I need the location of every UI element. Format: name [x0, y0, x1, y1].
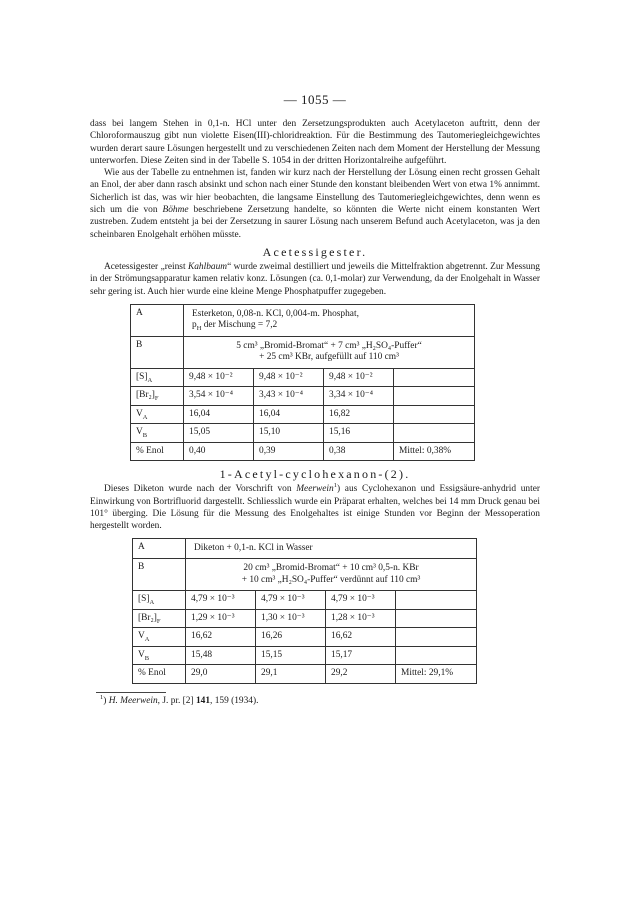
footnote-divider: [96, 692, 166, 693]
row-b-line1: 20 cm³ „Bromid-Bromat“ + 10 cm³ 0,5-n. KBr: [243, 563, 419, 574]
paragraph-3: [90, 261, 540, 298]
row-label: [131, 405, 184, 424]
table-cell: [394, 368, 475, 387]
row-label-text: V: [136, 427, 143, 438]
ph-rest: der Mischung = 7,2: [201, 320, 278, 331]
row-label: A: [133, 538, 186, 559]
table-acetessigester: [130, 304, 475, 462]
row-label: B: [133, 559, 186, 591]
ph-p: p: [192, 320, 197, 331]
footnote-volume: 141: [195, 695, 211, 706]
section-heading-acetyl-cyclohexanon: 1-Acetyl-cyclohexanon-(2).: [219, 467, 411, 482]
table-row: [133, 609, 477, 628]
paragraph-3-italic: Kahlbaum: [187, 261, 228, 272]
table-row: [133, 628, 477, 647]
table-row-a: [133, 538, 477, 559]
table-cell: 16,04: [254, 405, 324, 424]
row-label-subscript: A: [149, 598, 155, 606]
row-label: [133, 665, 186, 684]
row-label-subscript: F: [154, 395, 159, 403]
document-page: [90, 92, 540, 706]
row-label: [133, 628, 186, 647]
row-label: [131, 424, 184, 443]
footnote-pages: , 159 (1934).: [210, 695, 259, 706]
table-row: [133, 665, 477, 684]
row-label-text: V: [138, 631, 145, 642]
table-cell: 4,79 × 10⁻³: [256, 591, 326, 610]
row-a-content: [184, 304, 475, 336]
row-label-text: V: [136, 408, 143, 419]
section-heading-acetessigester: Acetessigester.: [262, 244, 368, 259]
footnote-author: H. Meerwein: [108, 695, 158, 706]
row-b-line2: + 10 cm³ „H₂SO₄-Puffer“ verdünnt auf 110 cm³: [241, 574, 421, 585]
table-cell: 29,1: [256, 665, 326, 684]
table-cell: 9,48 × 10⁻²: [184, 368, 254, 387]
paragraph-3-text-a: Acetessigester „reinst: [104, 261, 188, 272]
table-cell: [394, 424, 475, 443]
table-cell: [396, 646, 477, 665]
paragraph-3-text-b: “ wurde zweimal destilliert und jeweils die Mittelfraktion abgetrennt. Zur Messung in der Strömungsapparatur kamen relativ konz. Lösungen (ca. 0,1-molar) zur Verwendung, da der Enolgehalt in Wasser sehr gering ist. Auch hier wurde eine kleine Menge Phosphatpuffer zugegeben.: [90, 261, 540, 297]
table-cell: 9,48 × 10⁻²: [324, 368, 394, 387]
paragraph-1: dass bei langem Stehen in 0,1-n. HCl unter den Zersetzungsprodukten auch Acetylaceton auftritt, denn der Chloroformauszug gibt nun violette Eisen(III)-chloridreaktion. Für die Bestimmung des Tautomeriegleichgewichtes wurden derart saure Lösungen hergestellt und zu verschiedenen Zeiten nach dem Moment der Herstellung der Messung unterworfen. Diese Zeiten sind in der Tabelle S. 1054 in der dritten Horizontalreihe aufgeführt.: [90, 119, 540, 166]
row-a-content: [186, 538, 477, 559]
table-cell: [396, 628, 477, 647]
table-cell: 15,15: [256, 646, 326, 665]
row-label: [131, 387, 184, 406]
paragraph-2-text-b: beschriebene Zersetzung handelte, so könnten die Werte nicht einem konstanten Wert zustreben. Zudem entsteht ja bei der Zersetzung in saurer Lösung nach unserem Befund auch Acetylaceton, was ja den scheinbaren Enolgehalt erhöhen müsste.: [90, 205, 540, 240]
table-cell: 16,04: [184, 405, 254, 424]
table-row: [131, 442, 475, 461]
table-cell: 0,40: [184, 442, 254, 461]
page-number: — 1055 —: [283, 92, 347, 107]
table-row: [131, 387, 475, 406]
table-cell: 15,48: [186, 646, 256, 665]
table-cell: 4,79 × 10⁻³: [186, 591, 256, 610]
table-cell: 16,82: [324, 405, 394, 424]
table-cell: 15,17: [326, 646, 396, 665]
row-a-line1: Diketon + 0,1-n. KCl in Wasser: [194, 542, 313, 553]
footnote-ref: 1: [333, 482, 337, 490]
table-row: [131, 424, 475, 443]
row-a-line1: Esterketon, 0,08-n. KCl, 0,004-m. Phosphat,: [192, 308, 359, 319]
paragraph-4: [90, 483, 540, 532]
table-cell: 3,43 × 10⁻⁴: [254, 387, 324, 406]
table-row-b: [133, 559, 477, 591]
table-cell: 3,34 × 10⁻⁴: [324, 387, 394, 406]
row-label-text: [Br₂]: [138, 612, 157, 623]
table-row: [131, 368, 475, 387]
table-acetyl-cyclohexanon: [132, 538, 477, 684]
table-row-a: [131, 304, 475, 336]
table-cell: [396, 609, 477, 628]
table-cell: 15,05: [184, 424, 254, 443]
table-cell: 16,62: [326, 628, 396, 647]
table-cell: 29,2: [326, 665, 396, 684]
row-label: B: [131, 336, 184, 368]
row-label-subscript: F: [156, 617, 161, 625]
table-cell: 0,39: [254, 442, 324, 461]
row-b-line2: + 25 cm³ KBr, aufgefüllt auf 110 cm³: [259, 352, 399, 363]
table-cell: [394, 405, 475, 424]
paragraph-2: [90, 167, 540, 241]
row-label-text: V: [138, 649, 145, 660]
table-cell: 9,48 × 10⁻²: [254, 368, 324, 387]
row-label-text: [S]: [136, 371, 148, 382]
row-a-line2: [192, 320, 466, 332]
row-label-subscript: A: [144, 635, 150, 643]
footnote-journal: , J. pr. [2]: [157, 695, 196, 706]
paragraph-4-text-b: ) aus Cyclohexanon und Essigsäure-anhydrid unter Einwirkung von Bortrifluorid dargestellt. Schliesslich wurde ein Präparat erhalten, welches bei 14 mm Druck genau bei 101° überging. Die Lösung für die Messung des Enolgehaltes ist einige Stunden vor Beginn der Messoperation hergestellt worden.: [90, 484, 540, 532]
paragraph-4-italic: Meerwein: [296, 484, 334, 495]
table-cell: 29,0: [186, 665, 256, 684]
table-cell: Mittel: 29,1%: [396, 665, 477, 684]
paragraph-4-text-a: Dieses Diketon wurde nach der Vorschrift von: [104, 484, 297, 495]
table-row: [131, 405, 475, 424]
row-label: [133, 646, 186, 665]
ph-h: H: [196, 325, 202, 333]
row-label-subscript: B: [144, 654, 150, 662]
paragraph-2-text-a: Wie aus der Tabelle zu entnehmen ist, fanden wir kurz nach der Herstellung der Lösung einen recht grossen Gehalt an Enol, der aber dann rasch absinkt und schon nach einer Stunde den konstant bleibenden Wert von etwa 1% annimmt. Sicherlich ist das, was wir hier beobachten, die langsame Einstellung des Tautomeriegleichgewichtes, denn wenn es sich um die von: [90, 168, 540, 216]
row-b-content: [186, 559, 477, 591]
table-cell: 0,38: [324, 442, 394, 461]
row-label-text: % Enol: [136, 445, 164, 456]
table-cell: [394, 387, 475, 406]
table-cell: 1,29 × 10⁻³: [186, 609, 256, 628]
row-b-content: [184, 336, 475, 368]
table-cell: 4,79 × 10⁻³: [326, 591, 396, 610]
table2-data-rows: [133, 591, 477, 684]
table-cell: 3,54 × 10⁻⁴: [184, 387, 254, 406]
row-label-text: [S]: [138, 594, 150, 605]
table-cell: Mittel: 0,38%: [394, 442, 475, 461]
table-cell: [396, 591, 477, 610]
row-b-line1: 5 cm³ „Bromid-Bromat“ + 7 cm³ „H₂SO₄-Puffer“: [236, 340, 422, 351]
table-cell: 1,28 × 10⁻³: [326, 609, 396, 628]
table-row: [133, 646, 477, 665]
row-label-subscript: B: [142, 432, 148, 440]
table-cell: 15,16: [324, 424, 394, 443]
table-row: [133, 591, 477, 610]
row-label-subscript: A: [142, 413, 148, 421]
row-label: [131, 442, 184, 461]
footnote: $^1$) H. Meerwein, J. pr. [2] 141, 159 (1934).: [100, 693, 259, 706]
table-cell: 16,26: [256, 628, 326, 647]
table-row-b: [131, 336, 475, 368]
row-label-text: % Enol: [138, 668, 166, 679]
table-cell: 1,30 × 10⁻³: [256, 609, 326, 628]
row-label: [133, 609, 186, 628]
row-label: [133, 591, 186, 610]
row-label-subscript: A: [147, 376, 153, 384]
table1-data-rows: [131, 368, 475, 461]
row-label-text: [Br₂]: [136, 390, 155, 401]
table-cell: 15,10: [254, 424, 324, 443]
paragraph-2-italic: Böhme: [162, 205, 189, 216]
row-label: [131, 368, 184, 387]
footnote-number: 1: [100, 693, 104, 701]
row-label: A: [131, 304, 184, 336]
table-cell: 16,62: [186, 628, 256, 647]
